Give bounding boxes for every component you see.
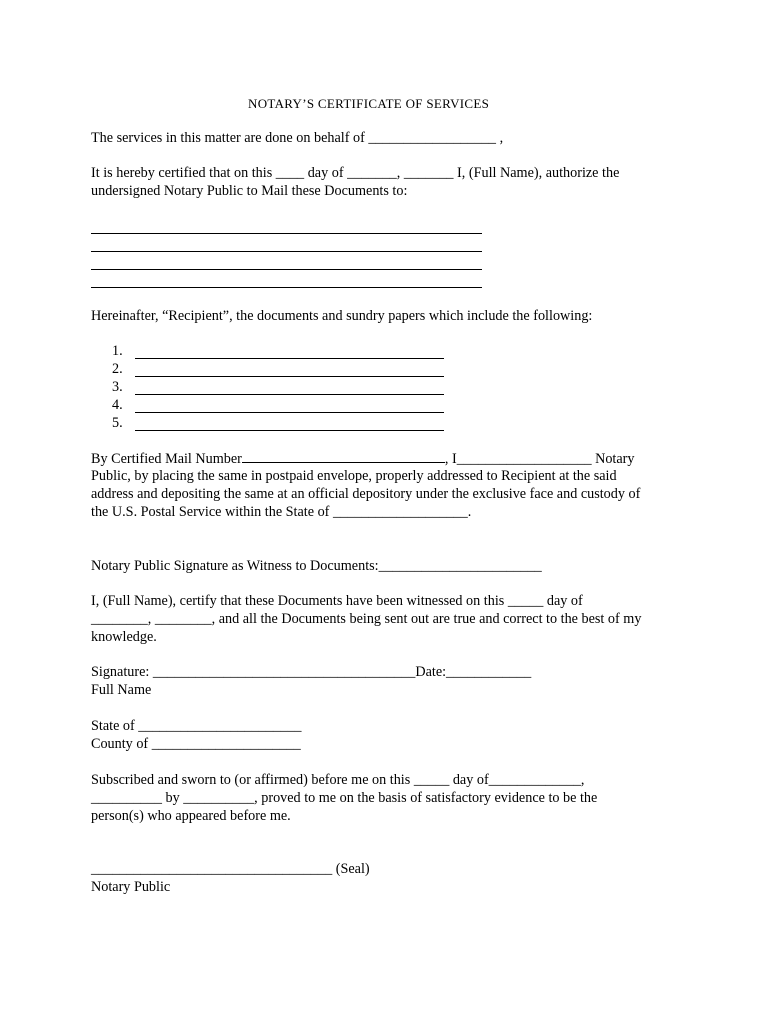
notary-public-label: Notary Public <box>91 879 171 895</box>
item-line-5[interactable] <box>135 430 444 431</box>
sworn-line-3: person(s) who appeared before me. <box>91 808 291 824</box>
mail-notary-label: ___________________ Notary <box>456 451 635 467</box>
mail-label: By Certified Mail Number <box>91 451 242 467</box>
item-number-5: 5. <box>112 415 123 431</box>
certify-witness-line-1: I, (Full Name), certify that these Documents have been witnessed on this _____ day of <box>91 593 583 609</box>
address-line-1[interactable] <box>91 233 482 234</box>
county-line: County of _____________________ <box>91 736 301 752</box>
item-line-1[interactable] <box>135 358 444 359</box>
address-line-4[interactable] <box>91 287 482 288</box>
seal-signature-line: __________________________________ (Seal) <box>91 861 370 877</box>
witness-signature-line: Notary Public Signature as Witness to Documents:_______________________ <box>91 558 542 574</box>
mail-i-label: , I <box>444 451 457 467</box>
recipient-intro: Hereinafter, “Recipient”, the documents and sundry papers which include the following: <box>91 308 593 324</box>
address-line-3[interactable] <box>91 269 482 270</box>
certified-mail-number-field[interactable] <box>242 450 445 463</box>
item-number-4: 4. <box>112 397 123 413</box>
signature-date-line: Signature: _____________________________________Date:____________ <box>91 664 532 680</box>
certify-line-2: undersigned Notary Public to Mail these Documents to: <box>91 183 408 199</box>
item-line-4[interactable] <box>135 412 444 413</box>
item-number-1: 1. <box>112 343 123 359</box>
item-number-2: 2. <box>112 361 123 377</box>
certify-line-1: It is hereby certified that on this ____ day of _______, _______ I, (Full Name), authorize the <box>91 165 620 181</box>
certify-witness-line-2: ________, ________, and all the Documents being sent out are true and correct to the best of my <box>91 611 642 627</box>
item-line-2[interactable] <box>135 376 444 377</box>
mail-line-4: the U.S. Postal Service within the State of ___________________. <box>91 504 472 520</box>
page-title: NOTARY’S CERTIFICATE OF SERVICES <box>248 96 490 111</box>
state-line: State of _______________________ <box>91 718 302 734</box>
address-line-2[interactable] <box>91 251 482 252</box>
item-number-3: 3. <box>112 379 123 395</box>
mail-line-2: Public, by placing the same in postpaid envelope, properly addressed to Recipient at the said <box>91 468 617 484</box>
mail-line-1 <box>91 450 634 469</box>
mail-line-3: address and depositing the same at an official depository under the exclusive face and custody of <box>91 486 641 502</box>
full-name-label: Full Name <box>91 682 152 698</box>
item-line-3[interactable] <box>135 394 444 395</box>
services-line: The services in this matter are done on behalf of __________________ , <box>91 130 504 146</box>
sworn-line-2: __________ by __________, proved to me on the basis of satisfactory evidence to be the <box>91 790 598 806</box>
certify-witness-line-3: knowledge. <box>91 629 157 645</box>
sworn-line-1: Subscribed and sworn to (or affirmed) before me on this _____ day of_____________, <box>91 772 585 788</box>
